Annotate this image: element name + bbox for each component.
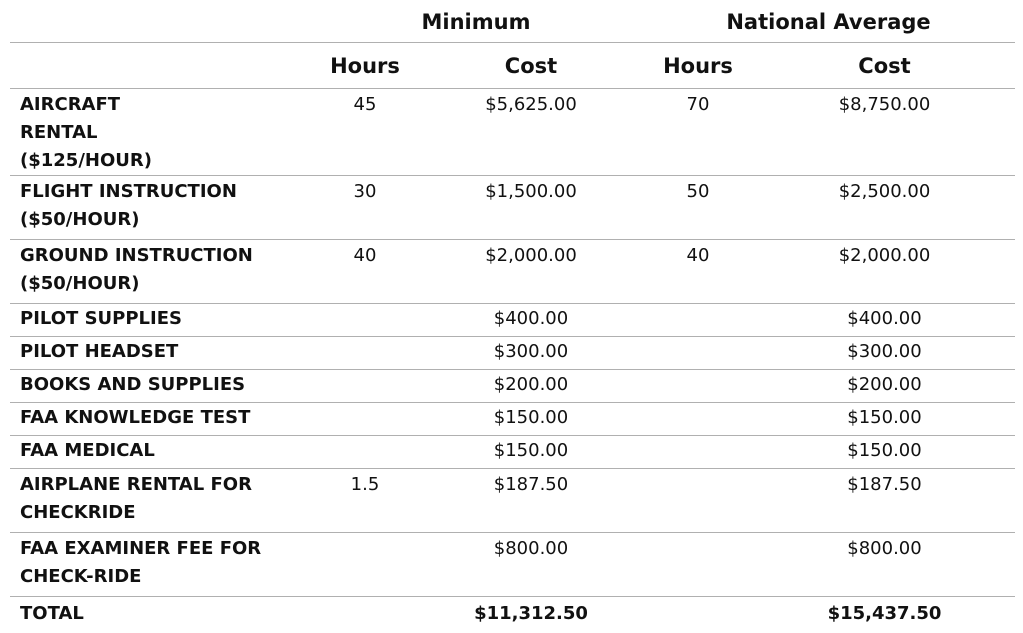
group-header-minimum: Minimum	[310, 0, 642, 43]
row-min-cost: $150.00	[420, 436, 642, 469]
total-label: TOTAL	[10, 597, 310, 633]
table-row	[10, 436, 1015, 469]
row-min-cost: $200.00	[420, 370, 642, 403]
row-nat-cost: $187.50	[754, 469, 1015, 533]
row-nat-cost: $300.00	[754, 337, 1015, 370]
table-row	[10, 469, 1015, 533]
group-header-row	[10, 0, 1015, 43]
row-label: PILOT SUPPLIES	[10, 304, 310, 337]
row-min-cost: $150.00	[420, 403, 642, 436]
row-nat-hours: 70	[642, 89, 754, 176]
row-min-hours	[310, 304, 420, 337]
row-min-hours: 40	[310, 240, 420, 304]
row-min-hours: 1.5	[310, 469, 420, 533]
row-label: FLIGHT INSTRUCTION ($50/HOUR)	[10, 176, 310, 240]
row-label: AIRCRAFT RENTAL ($125/HOUR)	[10, 89, 310, 176]
total-row	[10, 597, 1015, 633]
header-min-hours: Hours	[310, 43, 420, 89]
table-row	[10, 403, 1015, 436]
row-min-hours	[310, 370, 420, 403]
row-label: PILOT HEADSET	[10, 337, 310, 370]
total-min-hours	[310, 597, 420, 633]
row-min-cost: $5,625.00	[420, 89, 642, 176]
row-nat-cost: $2,000.00	[754, 240, 1015, 304]
cost-table	[10, 0, 1015, 633]
row-nat-hours: 50	[642, 176, 754, 240]
row-nat-hours	[642, 469, 754, 533]
row-min-hours	[310, 403, 420, 436]
row-nat-hours	[642, 403, 754, 436]
row-label: BOOKS AND SUPPLIES	[10, 370, 310, 403]
row-nat-cost: $150.00	[754, 436, 1015, 469]
header-min-cost: Cost	[420, 43, 642, 89]
row-nat-hours	[642, 370, 754, 403]
row-label: AIRPLANE RENTAL FOR CHECKRIDE	[10, 469, 310, 533]
row-label: GROUND INSTRUCTION ($50/HOUR)	[10, 240, 310, 304]
table-row	[10, 533, 1015, 597]
header-nat-hours: Hours	[642, 43, 754, 89]
row-nat-hours	[642, 533, 754, 597]
row-min-cost: $300.00	[420, 337, 642, 370]
header-nat-cost: Cost	[754, 43, 1015, 89]
empty-subheader-cell	[10, 43, 310, 89]
row-min-hours	[310, 533, 420, 597]
row-min-cost: $1,500.00	[420, 176, 642, 240]
sub-header-row	[10, 43, 1015, 89]
row-nat-cost: $400.00	[754, 304, 1015, 337]
total-nat-hours	[642, 597, 754, 633]
row-min-cost: $800.00	[420, 533, 642, 597]
row-min-hours: 45	[310, 89, 420, 176]
table-row	[10, 89, 1015, 176]
row-min-hours	[310, 436, 420, 469]
row-min-cost: $2,000.00	[420, 240, 642, 304]
row-min-cost: $187.50	[420, 469, 642, 533]
empty-header-cell	[10, 0, 310, 43]
row-label: FAA EXAMINER FEE FOR CHECK-RIDE	[10, 533, 310, 597]
table-row	[10, 240, 1015, 304]
table-row	[10, 176, 1015, 240]
total-min-cost: $11,312.50	[420, 597, 642, 633]
row-nat-hours	[642, 337, 754, 370]
row-label: FAA MEDICAL	[10, 436, 310, 469]
row-min-hours: 30	[310, 176, 420, 240]
row-nat-hours: 40	[642, 240, 754, 304]
row-nat-hours	[642, 436, 754, 469]
row-label: FAA KNOWLEDGE TEST	[10, 403, 310, 436]
total-nat-cost: $15,437.50	[754, 597, 1015, 633]
table-row	[10, 370, 1015, 403]
row-min-cost: $400.00	[420, 304, 642, 337]
row-min-hours	[310, 337, 420, 370]
table-row	[10, 304, 1015, 337]
group-header-national-average: National Average	[642, 0, 1015, 43]
row-nat-cost: $150.00	[754, 403, 1015, 436]
row-nat-cost: $200.00	[754, 370, 1015, 403]
row-nat-hours	[642, 304, 754, 337]
row-nat-cost: $800.00	[754, 533, 1015, 597]
table-row	[10, 337, 1015, 370]
row-nat-cost: $2,500.00	[754, 176, 1015, 240]
row-nat-cost: $8,750.00	[754, 89, 1015, 176]
